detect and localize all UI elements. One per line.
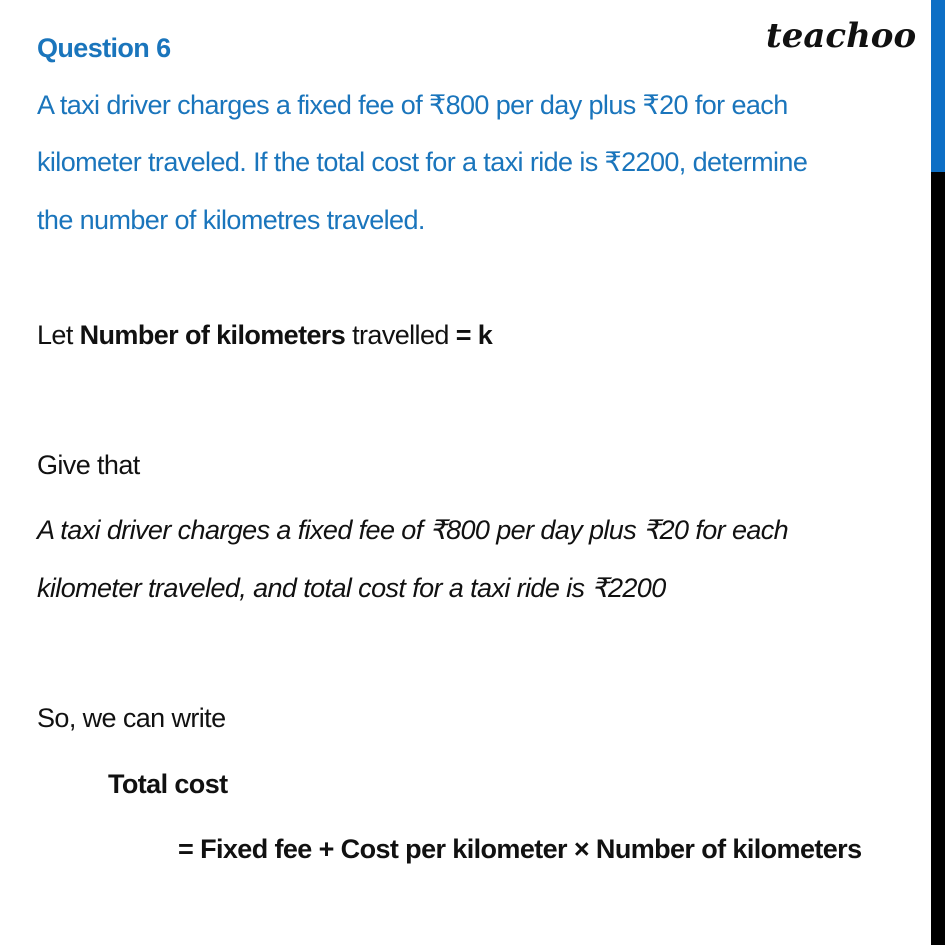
given-line-1: A taxi driver charges a fixed fee of ₹800 per day plus ₹20 for each	[37, 515, 789, 545]
question-text-line-3: the number of kilometres traveled.	[37, 205, 425, 235]
total-cost-formula: = Fixed fee + Cost per kilometer × Number of kilometers	[178, 834, 862, 864]
given-heading: Give that	[37, 450, 140, 480]
so-we-can-write: So, we can write	[37, 703, 226, 733]
given-line-2: kilometer traveled, and total cost for a taxi ride is ₹2200	[37, 573, 666, 603]
let-prefix: Let	[37, 320, 80, 350]
let-bold-value: = k	[455, 320, 493, 350]
let-statement	[37, 320, 492, 351]
question-text-line-1: A taxi driver charges a fixed fee of ₹800 per day plus ₹20 for each	[37, 90, 788, 120]
teachoo-logo: teachoo	[766, 16, 917, 56]
side-accent-bar-blue	[931, 0, 945, 172]
question-text-line-2: kilometer traveled. If the total cost for a taxi ride is ₹2200, determine	[37, 147, 808, 177]
question-title: Question 6	[37, 33, 171, 63]
side-accent-bar-black	[931, 172, 945, 945]
let-middle: travelled	[345, 320, 456, 350]
total-cost-label: Total cost	[108, 769, 228, 799]
let-bold-term: Number of kilometers	[79, 320, 346, 350]
